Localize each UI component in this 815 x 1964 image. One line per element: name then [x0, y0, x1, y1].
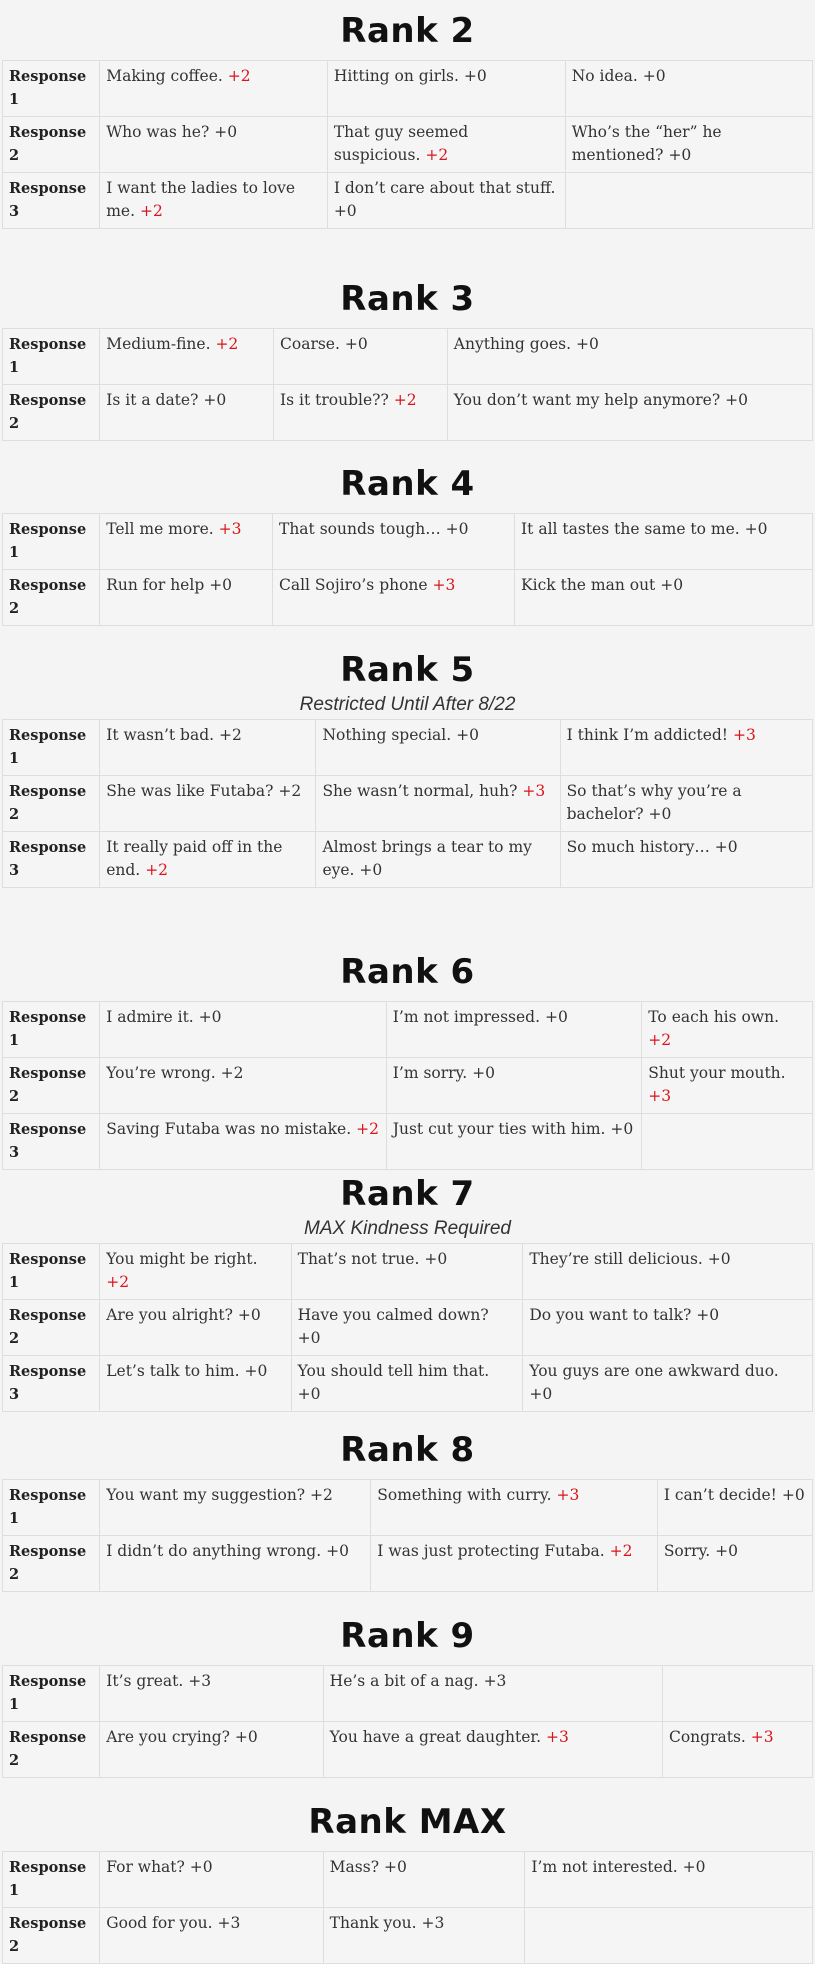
response-label: Response 3	[3, 832, 100, 888]
points-value: +0	[725, 391, 748, 409]
response-option	[100, 570, 273, 626]
response-label: Response 2	[3, 570, 100, 626]
response-option	[565, 173, 812, 229]
rank-title: Rank 5	[340, 650, 475, 690]
points-value: +0	[214, 123, 238, 141]
option-text: She wasn’t normal, huh?	[322, 782, 518, 800]
points-value: +0	[189, 1858, 213, 1876]
points-value: +0	[610, 1120, 634, 1138]
option-text: So much history…	[566, 838, 710, 856]
rank-subtitle: MAX Kindness Required	[304, 1218, 511, 1239]
responses-table	[2, 1851, 813, 1964]
points-value: +2	[106, 1273, 130, 1291]
rank-title: Rank 8	[340, 1430, 475, 1470]
points-value: +0	[326, 1542, 349, 1560]
response-option	[100, 1722, 323, 1778]
points-value: +0	[696, 1306, 720, 1324]
rank-section	[0, 2, 815, 229]
response-option	[100, 1536, 371, 1592]
responses-table	[2, 513, 813, 626]
response-option	[515, 570, 813, 626]
rank-title: Rank MAX	[308, 1802, 507, 1842]
points-value: +0	[544, 1008, 568, 1026]
table-row	[3, 720, 813, 776]
response-option	[565, 117, 812, 173]
response-option	[323, 1908, 525, 1964]
option-text: Is it a date?	[106, 391, 199, 409]
response-option	[560, 720, 812, 776]
table-row	[3, 61, 813, 117]
points-value: +0	[456, 726, 479, 744]
points-value: +0	[575, 335, 599, 353]
option-text: You don’t want my help anymore?	[453, 391, 721, 409]
points-value: +2	[215, 335, 239, 353]
option-text: It’s great.	[106, 1672, 184, 1690]
response-option	[323, 1722, 662, 1778]
option-text: Have you calmed down?	[297, 1306, 489, 1324]
rank-section	[0, 1421, 815, 1592]
points-value: +0	[668, 146, 692, 164]
response-label: Response 2	[3, 776, 100, 832]
option-text: So that’s why you’re a bachelor?	[566, 782, 742, 823]
responses-table	[2, 719, 813, 888]
option-text: Making coffee.	[106, 67, 223, 85]
points-value: +0	[529, 1385, 553, 1403]
response-option	[272, 570, 514, 626]
response-option	[642, 1002, 813, 1058]
response-option	[100, 385, 274, 441]
responses-table	[2, 1665, 813, 1778]
option-text: Anything goes.	[453, 335, 572, 353]
option-text: Something with curry.	[377, 1486, 552, 1504]
option-text: Saving Futaba was no mistake.	[106, 1120, 352, 1138]
responses-table	[2, 328, 813, 441]
response-option	[291, 1300, 523, 1356]
points-value: +2	[220, 1064, 244, 1082]
rank-section	[0, 943, 815, 1170]
rank-title: Rank 3	[340, 279, 475, 319]
response-option	[523, 1356, 813, 1412]
points-value: +0	[234, 1728, 258, 1746]
option-text: I don’t care about that stuff.	[333, 179, 556, 197]
response-label: Response 2	[3, 1300, 100, 1356]
response-option	[291, 1356, 523, 1412]
response-option	[657, 1536, 812, 1592]
response-label: Response 1	[3, 1852, 100, 1908]
points-value: +0	[359, 861, 383, 879]
option-text: I didn’t do anything wrong.	[106, 1542, 322, 1560]
option-text: I want the ladies to love me.	[106, 179, 296, 220]
option-text: She was like Futaba?	[106, 782, 274, 800]
response-option	[371, 1536, 658, 1592]
option-text: I’m sorry.	[392, 1064, 468, 1082]
table-row	[3, 1356, 813, 1412]
option-text: Are you alright?	[106, 1306, 233, 1324]
points-value: +3	[545, 1728, 569, 1746]
points-value: +3	[483, 1672, 507, 1690]
points-value: +2	[145, 861, 169, 879]
response-option	[327, 173, 565, 229]
response-option	[100, 1002, 387, 1058]
response-option	[316, 720, 560, 776]
rank-subtitle: Restricted Until After 8/22	[299, 694, 516, 715]
option-text: That’s not true.	[297, 1250, 420, 1268]
table-row	[3, 1908, 813, 1964]
rank-section	[0, 641, 815, 888]
table-row	[3, 1480, 813, 1536]
table-row	[3, 776, 813, 832]
table-row	[3, 385, 813, 441]
option-text: I think I’m addicted!	[566, 726, 729, 744]
option-text: I’m not impressed.	[392, 1008, 541, 1026]
points-value: +0	[333, 202, 357, 220]
response-label: Response 1	[3, 1666, 100, 1722]
points-value: +0	[463, 67, 487, 85]
table-row	[3, 1852, 813, 1908]
points-value: +2	[139, 202, 163, 220]
points-value: +0	[707, 1250, 731, 1268]
option-text: I can’t decide!	[663, 1486, 777, 1504]
points-value: +0	[642, 67, 666, 85]
rank-title: Rank 2	[340, 11, 475, 51]
response-label: Response 1	[3, 61, 100, 117]
response-label: Response 2	[3, 117, 100, 173]
response-label: Response 1	[3, 1244, 100, 1300]
option-text: Shut your mouth.	[648, 1064, 786, 1082]
response-option	[323, 1852, 525, 1908]
response-label: Response 3	[3, 1114, 100, 1170]
responses-table	[2, 1243, 813, 1412]
option-text: Congrats.	[668, 1728, 746, 1746]
points-value: +3	[218, 520, 242, 538]
points-value: +2	[310, 1486, 333, 1504]
response-option	[100, 1244, 291, 1300]
rank-section	[0, 1793, 815, 1964]
option-text: Nothing special.	[322, 726, 452, 744]
option-text: Medium-fine.	[106, 335, 211, 353]
response-option	[523, 1300, 813, 1356]
option-text: I was just protecting Futaba.	[377, 1542, 605, 1560]
response-option	[100, 1058, 387, 1114]
points-value: +0	[715, 1542, 739, 1560]
option-text: Kick the man out	[521, 576, 656, 594]
response-label: Response 2	[3, 1722, 100, 1778]
option-text: You guys are one awkward duo.	[529, 1362, 779, 1380]
option-text: I admire it.	[106, 1008, 194, 1026]
response-option	[525, 1908, 813, 1964]
points-value: +2	[393, 391, 417, 409]
option-text: Hitting on girls.	[333, 67, 459, 85]
rank-title: Rank 4	[340, 464, 475, 504]
points-value: +3	[217, 1914, 241, 1932]
option-text: For what?	[106, 1858, 185, 1876]
table-row	[3, 570, 813, 626]
response-option	[291, 1244, 523, 1300]
table-row	[3, 514, 813, 570]
table-row	[3, 329, 813, 385]
points-value: +3	[750, 1728, 774, 1746]
table-row	[3, 1722, 813, 1778]
option-text: Almost brings a tear to my eye.	[322, 838, 532, 879]
table-row	[3, 1244, 813, 1300]
table-row	[3, 832, 813, 888]
response-option	[100, 720, 316, 776]
points-value: +3	[421, 1914, 445, 1932]
option-text: You want my suggestion?	[106, 1486, 306, 1504]
response-label: Response 2	[3, 1908, 100, 1964]
points-value: +0	[648, 805, 672, 823]
response-option	[323, 1666, 662, 1722]
points-value: +3	[432, 576, 456, 594]
response-option	[523, 1244, 813, 1300]
response-option	[100, 776, 316, 832]
option-text: That sounds tough…	[278, 520, 441, 538]
option-text: Thank you.	[329, 1914, 417, 1932]
points-value: +0	[781, 1486, 805, 1504]
response-label: Response 3	[3, 1356, 100, 1412]
option-text: It all tastes the same to me.	[521, 520, 740, 538]
option-text: To each his own.	[648, 1008, 780, 1026]
response-option	[100, 1114, 387, 1170]
response-option	[316, 776, 560, 832]
points-value: +2	[278, 782, 302, 800]
response-option	[657, 1480, 812, 1536]
table-row	[3, 117, 813, 173]
response-option	[274, 329, 448, 385]
points-value: +0	[198, 1008, 222, 1026]
rank-title: Rank 7	[340, 1174, 475, 1214]
option-text: Sorry.	[663, 1542, 711, 1560]
response-label: Response 2	[3, 385, 100, 441]
response-option	[662, 1666, 812, 1722]
points-value: +3	[188, 1672, 212, 1690]
option-text: Who was he?	[106, 123, 210, 141]
response-option	[327, 61, 565, 117]
option-text: Just cut your ties with him.	[392, 1120, 606, 1138]
responses-table	[2, 1001, 813, 1170]
response-option	[100, 61, 328, 117]
response-label: Response 1	[3, 1002, 100, 1058]
response-label: Response 2	[3, 1536, 100, 1592]
points-value: +0	[297, 1385, 321, 1403]
option-text: It wasn’t bad.	[106, 726, 215, 744]
points-value: +0	[424, 1250, 448, 1268]
option-text: Who’s the “her” he mentioned?	[571, 123, 722, 164]
response-option	[272, 514, 514, 570]
points-value: +0	[660, 576, 684, 594]
table-row	[3, 1536, 813, 1592]
response-option	[316, 832, 560, 888]
points-value: +0	[209, 576, 233, 594]
response-label: Response 1	[3, 1480, 100, 1536]
option-text: You’re wrong.	[106, 1064, 216, 1082]
response-label: Response 3	[3, 173, 100, 229]
points-value: +2	[425, 146, 449, 164]
option-text: They’re still delicious.	[529, 1250, 703, 1268]
points-value: +3	[732, 726, 756, 744]
response-option	[662, 1722, 812, 1778]
rank-section	[0, 1607, 815, 1778]
points-value: +2	[648, 1031, 672, 1049]
points-value: +0	[682, 1858, 706, 1876]
response-option	[100, 514, 273, 570]
rank-section	[0, 270, 815, 441]
responses-table	[2, 1479, 813, 1592]
points-value: +0	[344, 335, 368, 353]
response-option	[525, 1852, 813, 1908]
response-option	[100, 329, 274, 385]
rank-section	[0, 455, 815, 626]
response-option	[327, 117, 565, 173]
response-option	[371, 1480, 658, 1536]
response-option	[100, 1356, 291, 1412]
option-text: Good for you.	[106, 1914, 213, 1932]
table-row	[3, 173, 813, 229]
response-label: Response 2	[3, 1058, 100, 1114]
response-option	[100, 117, 328, 173]
response-option	[100, 832, 316, 888]
option-text: That guy seemed suspicious.	[333, 123, 469, 164]
points-value: +2	[356, 1120, 379, 1138]
points-value: +0	[237, 1306, 261, 1324]
option-text: I’m not interested.	[531, 1858, 678, 1876]
response-option	[100, 1480, 371, 1536]
table-row	[3, 1300, 813, 1356]
points-value: +2	[219, 726, 242, 744]
response-option	[100, 1852, 323, 1908]
points-value: +0	[244, 1362, 268, 1380]
response-option	[642, 1058, 813, 1114]
table-row	[3, 1114, 813, 1170]
option-text: You might be right.	[106, 1250, 258, 1268]
rank-title: Rank 9	[340, 1616, 475, 1656]
points-value: +0	[203, 391, 227, 409]
option-text: You should tell him that.	[297, 1362, 490, 1380]
response-option	[100, 1666, 323, 1722]
response-option	[560, 832, 812, 888]
response-option	[565, 61, 812, 117]
option-text: Mass?	[329, 1858, 380, 1876]
option-text: He’s a bit of a nag.	[329, 1672, 479, 1690]
option-text: No idea.	[571, 67, 638, 85]
rank-title: Rank 6	[340, 952, 475, 992]
points-value: +0	[297, 1329, 321, 1347]
response-label: Response 1	[3, 329, 100, 385]
response-option	[386, 1114, 642, 1170]
option-text: Run for help	[106, 576, 205, 594]
points-value: +0	[445, 520, 469, 538]
response-option	[447, 385, 812, 441]
response-option	[386, 1002, 642, 1058]
points-value: +2	[227, 67, 251, 85]
response-label: Response 1	[3, 720, 100, 776]
points-value: +3	[648, 1087, 672, 1105]
points-value: +3	[522, 782, 546, 800]
points-value: +0	[472, 1064, 495, 1082]
response-option	[100, 173, 328, 229]
response-label: Response 1	[3, 514, 100, 570]
option-text: Tell me more.	[106, 520, 214, 538]
points-value: +0	[383, 1858, 407, 1876]
response-option	[386, 1058, 642, 1114]
response-option	[100, 1300, 291, 1356]
rank-section	[0, 1165, 815, 1412]
response-option	[642, 1114, 813, 1170]
option-text: Coarse.	[280, 335, 340, 353]
points-value: +3	[556, 1486, 580, 1504]
option-text: Is it trouble??	[280, 391, 389, 409]
points-value: +2	[609, 1542, 633, 1560]
points-value: +0	[714, 838, 738, 856]
table-row	[3, 1666, 813, 1722]
response-option	[560, 776, 812, 832]
option-text: You have a great daughter.	[329, 1728, 542, 1746]
points-value: +0	[744, 520, 768, 538]
option-text: Call Sojiro’s phone	[278, 576, 428, 594]
responses-table	[2, 60, 813, 229]
option-text: Let’s talk to him.	[106, 1362, 240, 1380]
option-text: It really paid off in the end.	[106, 838, 283, 879]
response-option	[274, 385, 448, 441]
response-option	[100, 1908, 323, 1964]
response-option	[447, 329, 812, 385]
option-text: Are you crying?	[106, 1728, 230, 1746]
option-text: Do you want to talk?	[529, 1306, 692, 1324]
response-option	[515, 514, 813, 570]
table-row	[3, 1058, 813, 1114]
table-row	[3, 1002, 813, 1058]
